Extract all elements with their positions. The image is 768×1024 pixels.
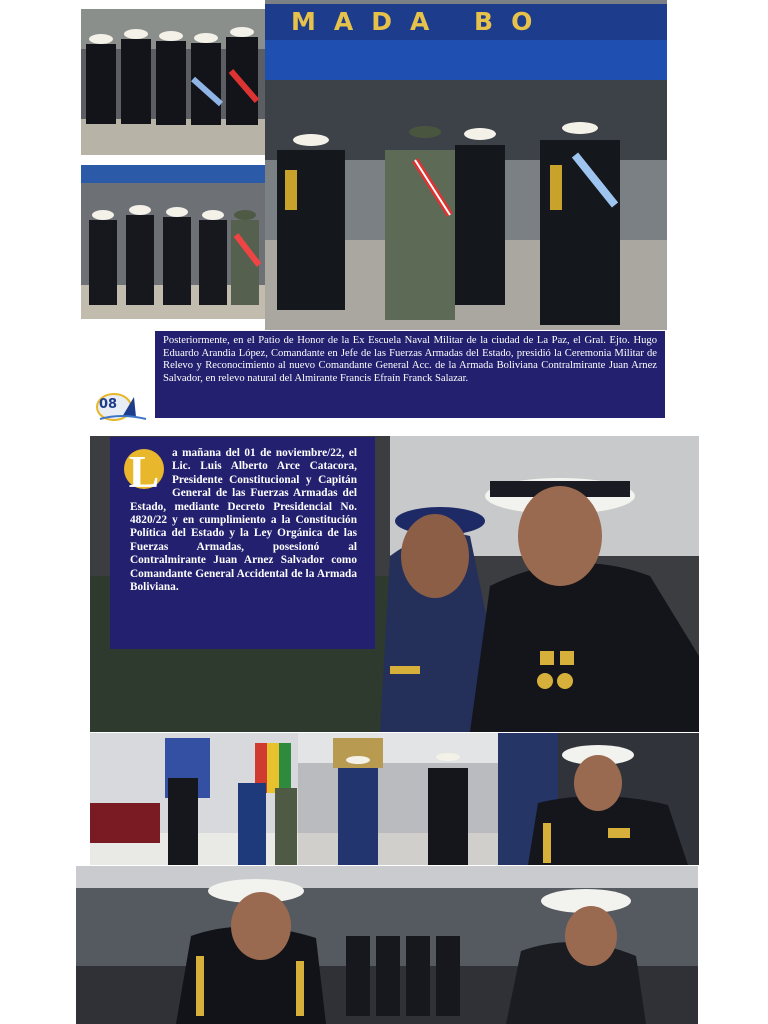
caption-text: Posteriormente, en el Patio de Honor de la Ex Escuela Naval Militar de la ciudad de La Paz, el Gral. Ejto. Hugo Eduardo Arandia López, Comandante en Jefe de las Fuerzas Armadas del Estado, presidió la Ceremonia Militar de Relevo y Reconocimiento al nuevo Comandante General Acc. de la Armada Boliviana Contralmirante Juan Arnez Salvador, en relevo natural del Almirante Francis Efraín Franck Salazar. xyxy=(163,335,657,384)
banner-text: MADA BO xyxy=(291,7,551,36)
photo-ceremony-hall-2 xyxy=(298,733,498,865)
page-number: 08 xyxy=(99,397,118,412)
photo-officers-seated-1 xyxy=(81,9,266,155)
photo-ceremony-hall-1 xyxy=(90,733,298,865)
photo-formation-indoor xyxy=(76,866,698,1024)
photo-officers-seated-2 xyxy=(81,165,266,319)
photo-admiral-portrait xyxy=(498,733,699,865)
drop-cap: L xyxy=(124,449,164,489)
caption-box xyxy=(155,331,665,418)
photo-command-ceremony xyxy=(265,0,667,330)
armada-logo xyxy=(94,389,148,425)
intro-box xyxy=(110,437,375,649)
intro-text: a mañana del 01 de noviembre/22, el Lic. Luis Alberto Arce Catacora, Presidente Constitucional y Capitán General de las Fuerzas Armadas del Estado, mediante Decreto Presidencial No. 4820/22 y en cumplimiento a la Constitución Política del Estado y la Ley Orgánica de las Fuerzas Armadas, posesionó al Contralmirante Juan Arnez Salvador como Comandante General Accidental de la Armada Boliviana. xyxy=(130,447,357,594)
banner xyxy=(265,4,667,40)
